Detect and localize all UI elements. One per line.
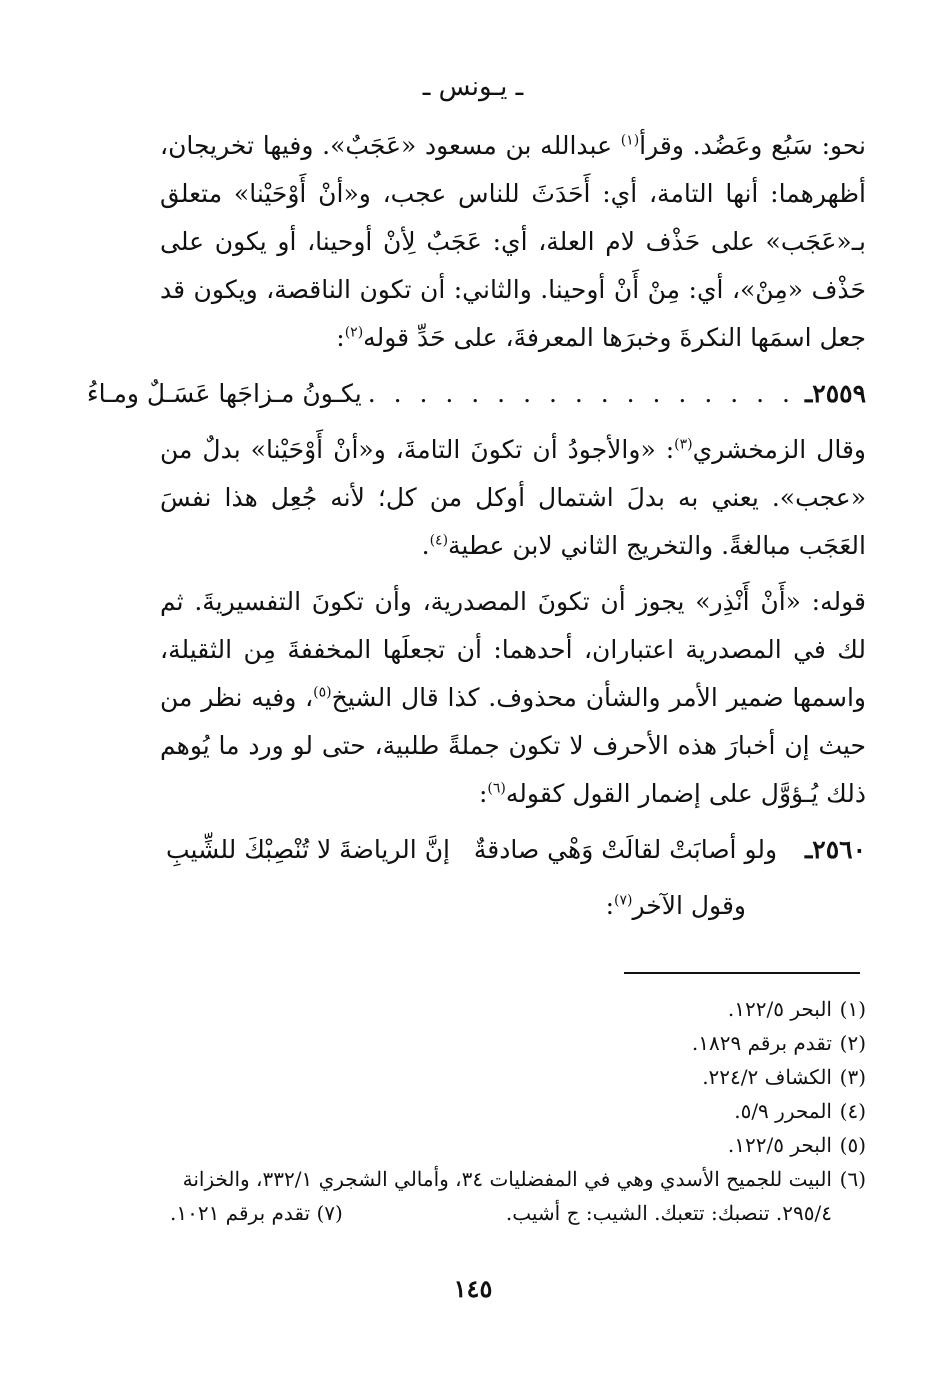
- footnote-number: (٤): [839, 1099, 866, 1123]
- paragraph-3: [160, 578, 866, 818]
- verse-second-hemistich: إنَّ الرياضةَ لا تُنْصِبْكَ للشِّيبِ: [166, 835, 450, 864]
- footnote-number: (٢): [839, 1031, 866, 1055]
- footnote-mark: (٤): [429, 532, 449, 549]
- footnote-number: (٣): [839, 1065, 866, 1089]
- verse-first-hemistich: ولو أصابَتْ لقالَتْ وَهْي صادقةٌ: [473, 835, 778, 864]
- footnote-mark: (٣): [674, 436, 693, 453]
- footnotes: [170, 992, 866, 1230]
- text-segment: : «والأجودُ أن تكونَ التامةَ، و«أنْ أَوْحَيْنا» بدلٌ من «عجب». يعني به بدلَ اشتمال أوكل من كل؛ لأنه جُعِل هذا نفسَ العَجَب مبالغةً. والتخريج الثاني لابن عطية: [160, 435, 866, 560]
- running-header: ـ يـونس ـ: [422, 72, 524, 102]
- footnote-mark: (٢): [344, 324, 364, 341]
- footnote: [170, 1026, 866, 1060]
- footnote-mark: (٥): [313, 684, 332, 701]
- footnote: [170, 1162, 866, 1196]
- footnote-6-continuation: ٢٩٥/٤. تنصبك: تتعبك. الشيب: ج أشيب.: [505, 1201, 832, 1225]
- footnote-text: البحر ١٢٢/٥.: [727, 997, 832, 1021]
- verse-2560: [160, 826, 866, 874]
- verse-hemistich: يكـونُ مـزاجَها عَسَـلٌ ومـاءُ: [86, 379, 362, 408]
- footnote-text: البيت للجميح الأسدي وهي في المفضليات ٣٤، وأمالي الشجري ٣٣٢/١، والخزانة: [182, 1167, 832, 1191]
- footnote-mark: (٧): [614, 892, 633, 909]
- footnote-divider: [624, 972, 860, 974]
- footnote-number: (٦): [839, 1167, 866, 1191]
- footnote-text: المحرر ٥/٩.: [734, 1099, 832, 1123]
- verse-number: ٢٥٥٩ـ: [804, 379, 866, 408]
- footnote-continuation-line: [170, 1196, 866, 1230]
- footnote-7: (٧) تقدم برقم ١٠٢١.: [170, 1201, 343, 1225]
- paragraph-1: [160, 122, 866, 362]
- footnote-number: (١): [839, 997, 866, 1021]
- page-number: ١٤٥: [453, 1274, 493, 1303]
- text-segment: قوله: «أَنْ أَنْذِر» يجوز أن تكونَ المصدرية، وأن تكونَ التفسيريةَ. ثم لك في المصدرية اعتباران، أحدهما: أن تجعلَها المخففةَ مِن الثقيلة، واسمها ضمير الأمر والشأن محذوف. كذا قال الشيخ: [160, 587, 866, 712]
- paragraph-4: [160, 882, 866, 930]
- footnote: [170, 1128, 866, 1162]
- footnote: [170, 1094, 866, 1128]
- main-text: [86, 122, 866, 930]
- text-segment: وقال الزمخشري: [692, 435, 866, 464]
- footnote-number: (٥): [839, 1133, 866, 1157]
- text-segment: :: [336, 323, 345, 352]
- text-segment: وقول الآخر: [632, 891, 746, 920]
- text-segment: :: [478, 779, 488, 808]
- text-segment: نحو: سَبُع وعَضُد. وقرأ: [639, 131, 866, 160]
- footnote-mark: (١): [620, 132, 640, 149]
- footnote-text: تقدم برقم ١٨٢٩.: [691, 1031, 832, 1055]
- text-segment: ، وفيه نظر من حيث إن أخبارَ هذه الأحرف لا تكون جملةً طلبية، حتى لو ورد ما يُوهم ذلك يُـؤوَّل على إضمار القول كقوله: [160, 683, 866, 808]
- text-segment: .: [421, 531, 430, 560]
- verse-number: ٢٥٦٠ـ: [804, 835, 866, 864]
- verse-2559: [86, 370, 866, 418]
- footnote-mark: (٦): [487, 780, 506, 797]
- text-segment: عبدالله بن مسعود «عَجَبٌ». وفيها تخريجان، أظهرهما: أنها التامة، أي: أَحَدَثَ للناس عجب، و«أنْ أَوْحَيْنا» متعلق بـ«عَجَب» على حَذْف لام العلة، أي: عَجَبٌ لِأنْ أوحينا، أو يكون على حَذْف «مِنْ»، أي: مِنْ أَنْ أوحينا. والثاني: أن تكون الناقصة، ويكون قد جعل اسمَها النكرةَ وخبرَها المعرفةَ، على حَدِّ قوله: [160, 131, 866, 352]
- footnote-text: البحر ١٢٢/٥.: [727, 1133, 832, 1157]
- footnote: [170, 992, 866, 1026]
- paragraph-2: [160, 426, 866, 570]
- text-segment: :: [605, 891, 615, 920]
- footnote-text: الكشاف ٢٢٤/٢.: [702, 1065, 832, 1089]
- verse-dots: . . . . . . . . . . . . . . . . .: [367, 379, 795, 408]
- footnote: [170, 1060, 866, 1094]
